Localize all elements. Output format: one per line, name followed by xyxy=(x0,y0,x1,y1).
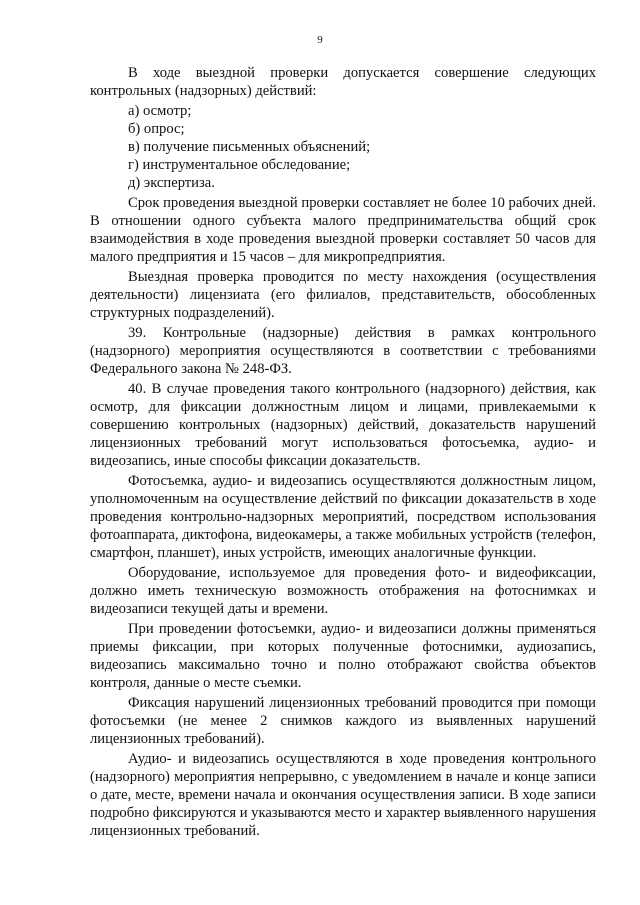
paragraph-40: 40. В случае проведения такого контрольного (надзорного) действия, как осмотр, для фиксации должностным лицом и лицами, привлекаемыми к совершению контрольных (надзорных) действий, доказательств нарушений лицензионных требований могут использоваться фотосъемка, аудио- и видеозапись, иные способы фиксации доказательств. xyxy=(90,381,596,469)
paragraph-equipment: Оборудование, используемое для проведения фото- и видеофиксации, должно иметь техническую возможность отображения на фотоснимках и видеозаписи текущей даты и времени. xyxy=(90,565,596,617)
paragraph-audio-video-recording: Аудио- и видеозапись осуществляются в ходе проведения контрольного (надзорного) мероприятия непрерывно, с уведомлением в начале и конце записи о дате, месте, времени начала и окончания осуществления записи. В ходе записи подробно фиксируются и указываются место и характер выявленного нарушения лицензионных требований. xyxy=(90,751,596,839)
paragraph-violation-fixation: Фиксация нарушений лицензионных требований проводится при помощи фотосъемки (не менее 2 снимков каждого из выявленных нарушений лицензионных требований). xyxy=(90,695,596,747)
list-item-written-explanations: в) получение письменных объяснений; xyxy=(128,139,371,155)
paragraph-onsite-inspection-actions: В ходе выездной проверки допускается совершение следующих контрольных (надзорных) действий: xyxy=(90,65,596,99)
paragraph-inspection-duration: Срок проведения выездной проверки составляет не более 10 рабочих дней. В отношении одного субъекта малого предпринимательства общий срок взаимодействия в ходе проведения выездной проверки составляет 50 часов для малого предприятия и 15 часов – для микропредприятия. xyxy=(90,195,596,265)
list-item-survey: б) опрос; xyxy=(128,121,185,137)
list-item-expertise: д) экспертиза. xyxy=(128,175,215,191)
paragraph-inspection-location: Выездная проверка проводится по месту нахождения (осуществления деятельности) лицензиата (его филиалов, представительств, обособленных структурных подразделений). xyxy=(90,269,596,321)
list-item-instrumental-examination: г) инструментальное обследование; xyxy=(128,157,351,173)
paragraph-fixation-methods: При проведении фотосъемки, аудио- и видеозаписи должны применяться приемы фиксации, при которых полученные фотоснимки, аудиозапись, видеозапись максимально точно и полно отображают свойства объектов контроля, данные о месте съемки. xyxy=(90,621,596,691)
paragraph-39: 39. Контрольные (надзорные) действия в рамках контрольного (надзорного) мероприятия осуществляются в соответствии с требованиями Федерального закона № 248-ФЗ. xyxy=(90,325,596,377)
page-number: 9 xyxy=(317,34,323,46)
list-item-inspection: а) осмотр; xyxy=(128,103,192,119)
paragraph-photo-recording: Фотосъемка, аудио- и видеозапись осуществляются должностным лицом, уполномоченным на осуществление действий по фиксации доказательств в ходе проведения контрольно-надзорных мероприятий, посредством использования фотоаппарата, диктофона, видеокамеры, а также мобильных устройств (телефон, смартфон, планшет), иных устройств, имеющих аналогичные функции. xyxy=(90,473,596,561)
document-body xyxy=(90,64,596,842)
